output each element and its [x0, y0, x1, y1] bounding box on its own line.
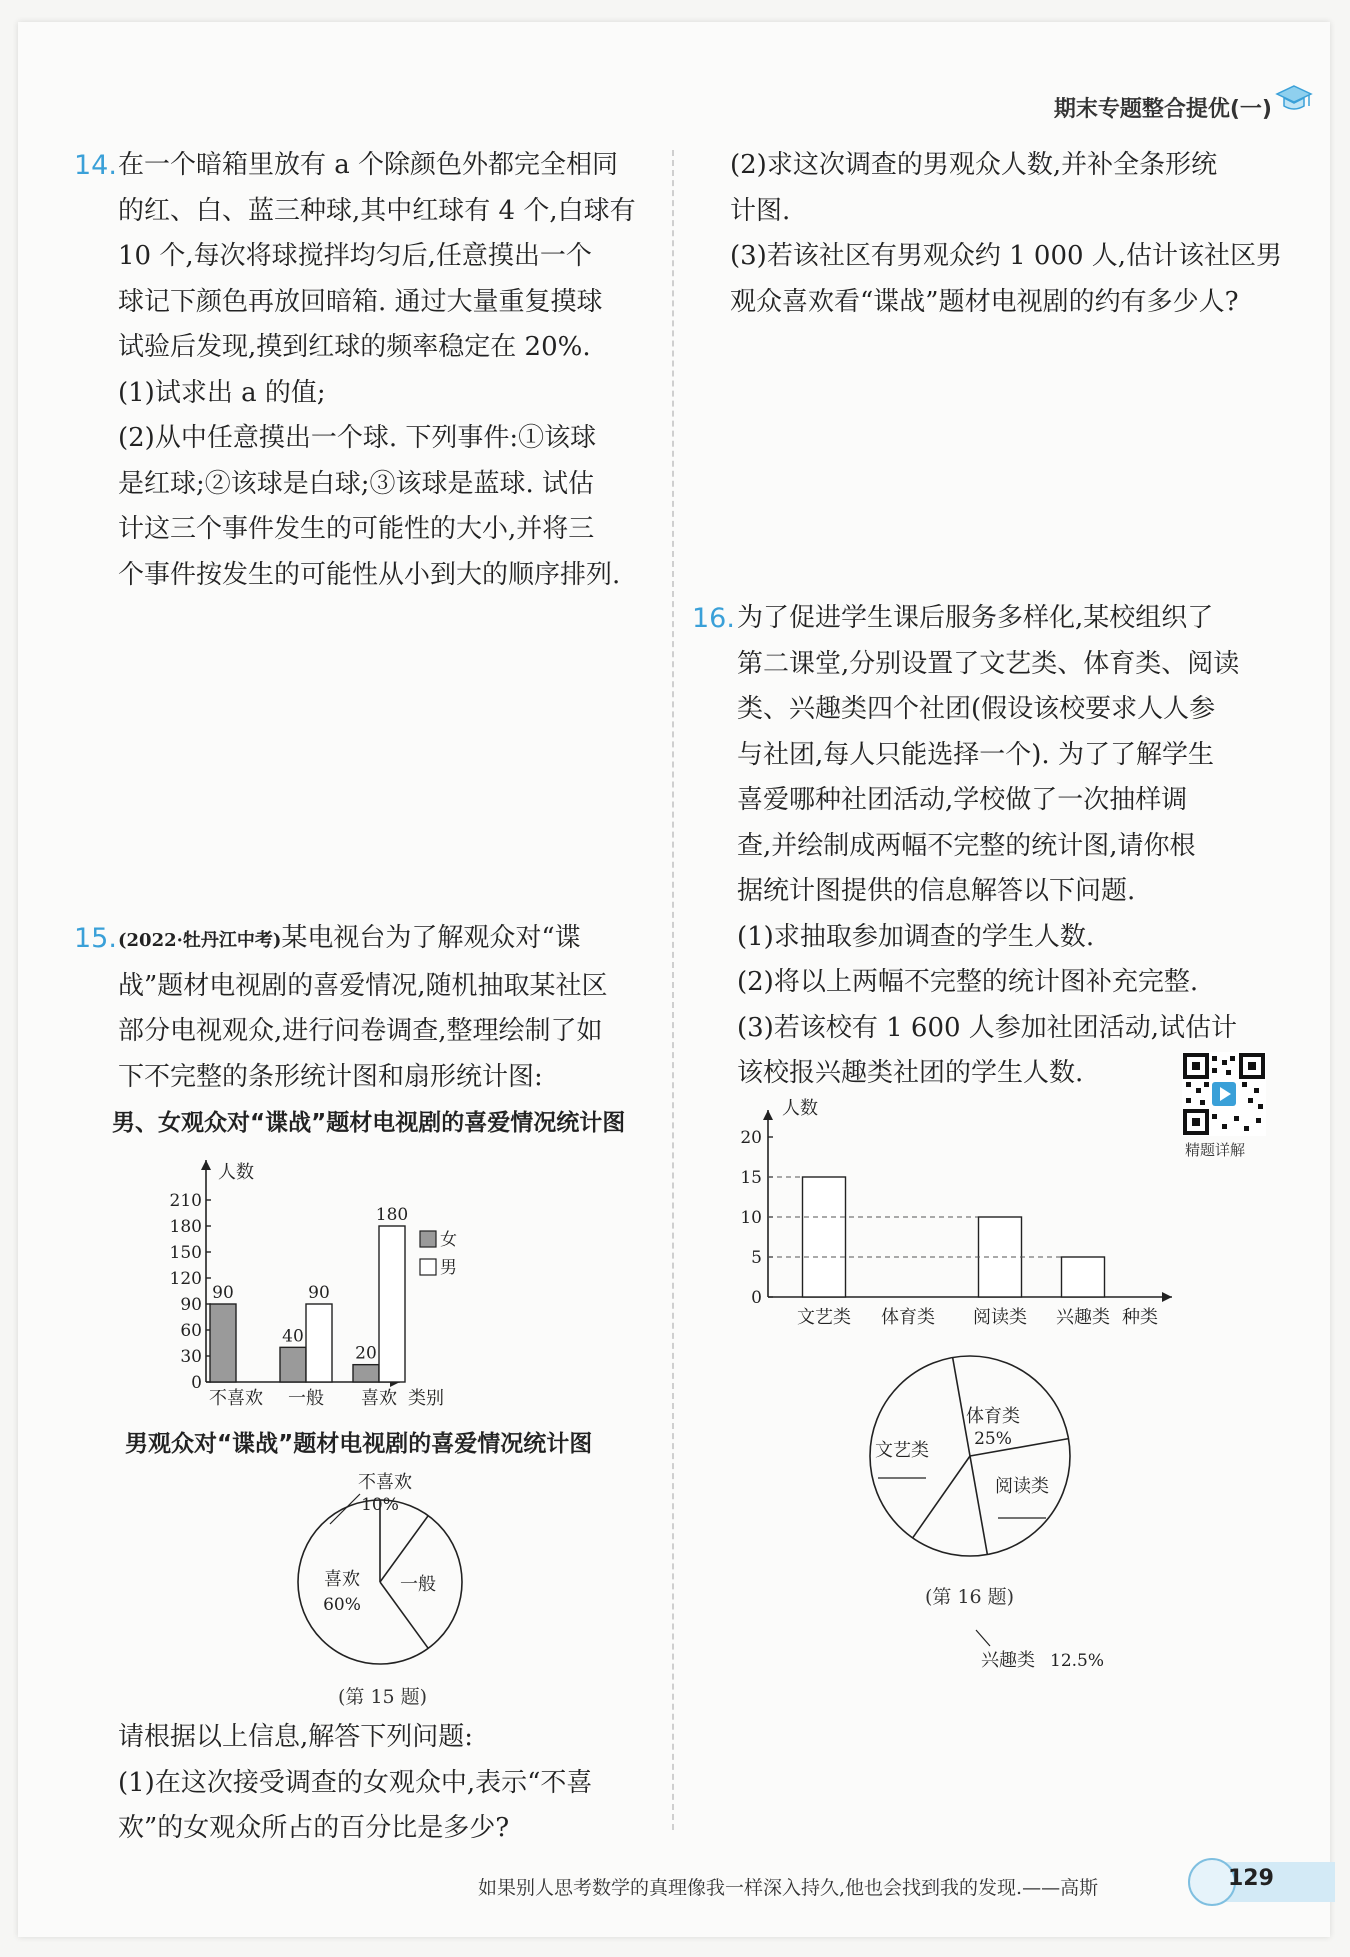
- x-axis-label: 类别: [408, 1388, 444, 1409]
- pie-slice-boundary: [913, 1456, 970, 1538]
- data-label: 180: [375, 1205, 409, 1225]
- x-tick-label: 体育类: [881, 1307, 935, 1328]
- text-line: (1)在这次接受调查的女观众中,表示“不喜: [118, 1767, 593, 1798]
- data-label: 40: [282, 1326, 304, 1347]
- text-line: (3)若该社区有男观众约 1 000 人,估计该社区男: [730, 241, 1283, 271]
- text-line: 据统计图提供的信息解答以下问题.: [737, 876, 1136, 906]
- column-divider: [672, 150, 674, 1830]
- text-line: 在一个暗箱里放有 a 个除颜色外都完全相同: [118, 150, 619, 180]
- y-tick-label: 150: [169, 1243, 202, 1263]
- y-tick-label: 10: [740, 1208, 762, 1228]
- bar: [1062, 1257, 1105, 1297]
- bar-female: [210, 1304, 236, 1382]
- text-line: (3)若该校有 1 600 人参加社团活动,试估计: [737, 1012, 1238, 1043]
- legend-swatch: [420, 1259, 436, 1275]
- question-14-text: [118, 143, 663, 598]
- text-line: (2)将以上两幅不完整的统计图补充完整.: [737, 967, 1199, 997]
- pie-leader-line: [330, 1494, 360, 1524]
- text-line: 部分电视观众,进行问卷调查,整理绘制了如: [118, 1016, 603, 1046]
- page-number: 129: [1228, 1866, 1274, 1891]
- bar-chart-15: [169, 1150, 560, 1415]
- text-line: 10 个,每次将球搅拌均匀后,任意摸出一个: [118, 241, 592, 271]
- y-tick-label: 30: [180, 1347, 202, 1367]
- pie-chart-title: 男观众对“谍战”题材电视剧的喜爱情况统计图: [125, 1431, 593, 1457]
- qr-code-icon[interactable]: [1182, 1052, 1266, 1136]
- text-line: (2)从中任意摸出一个球. 下列事件:①该球: [118, 423, 597, 453]
- pie-slice-label: 一般: [400, 1574, 436, 1595]
- data-label: 90: [308, 1283, 330, 1303]
- y-tick-label: 5: [751, 1248, 762, 1268]
- pie-slice-label: 文艺类: [875, 1440, 929, 1461]
- question-16-number: 16.: [692, 603, 735, 634]
- text-line: 球记下颜色再放回暗箱. 通过大量重复摸球: [118, 286, 603, 317]
- question-15-continued: [730, 143, 1290, 325]
- pie-slice-value: 60%: [323, 1595, 361, 1615]
- bar: [803, 1177, 846, 1297]
- pie-slice-label: 阅读类: [995, 1476, 1049, 1497]
- pie-slice-boundary: [380, 1516, 428, 1582]
- bar-female: [280, 1347, 306, 1382]
- x-tick-label: 文艺类: [797, 1307, 851, 1328]
- pie-slice-value: 10%: [361, 1495, 399, 1515]
- bar-male: [379, 1226, 405, 1382]
- y-tick-label: 15: [740, 1168, 762, 1188]
- x-tick-label: 喜欢: [361, 1388, 397, 1409]
- text-line: 该校报兴趣类社团的学生人数.: [737, 1058, 1084, 1088]
- y-tick-label: 0: [191, 1373, 202, 1393]
- text-line: 观众喜欢看“谍战”题材电视剧的约有多少人?: [730, 286, 1239, 317]
- y-axis-label: 人数: [218, 1162, 254, 1183]
- y-tick-label: 20: [740, 1128, 762, 1148]
- x-axis-head: [1162, 1292, 1172, 1302]
- text-line: 请根据以上信息,解答下列问题:: [118, 1722, 474, 1752]
- text-line: (1)试求出 a 的值;: [118, 377, 326, 408]
- bar-chart-title: 男、女观众对“谍战”题材电视剧的喜爱情况统计图: [112, 1110, 626, 1136]
- question-15-number: 15.: [74, 923, 117, 954]
- pie-slice-label: 不喜欢: [358, 1472, 412, 1493]
- text-line: 喜爱哪种社团活动,学校做了一次抽样调: [737, 785, 1188, 815]
- text-line: (1)求抽取参加调查的学生人数.: [737, 921, 1095, 952]
- y-tick-label: 90: [180, 1295, 202, 1315]
- text-line: 某电视台为了解观众对“谍: [281, 923, 581, 953]
- text-line: 是红球;②该球是白球;③该球是蓝球. 试估: [118, 468, 595, 499]
- y-tick-label: 0: [751, 1288, 762, 1308]
- pie-slice-label: 兴趣类: [981, 1650, 1035, 1671]
- bar-female: [353, 1365, 379, 1382]
- pie-slice-boundary: [970, 1456, 987, 1554]
- footer-quote: 如果别人思考数学的真理像我一样深入持久,他也会找到我的发现.——高斯: [478, 1877, 1099, 1899]
- text-line: 试验后发现,摸到红球的频率稳定在 20%.: [118, 332, 591, 362]
- text-line: 为了促进学生课后服务多样化,某校组织了: [737, 603, 1214, 633]
- question-source: (2022·牡丹江中考): [118, 930, 282, 951]
- bar-male: [306, 1304, 332, 1382]
- text-line: 类、兴趣类四个社团(假设该校要求人人参: [737, 694, 1216, 724]
- figure-caption-15: (第 15 题): [338, 1686, 428, 1708]
- question-15-text: [118, 916, 663, 1100]
- pie-slice-label: 喜欢: [324, 1569, 360, 1590]
- text-line: 的红、白、蓝三种球,其中红球有 4 个,白球有: [118, 195, 636, 226]
- pie-slice-label: 体育类: [966, 1406, 1020, 1427]
- pie-chart-15: [270, 1460, 500, 1680]
- pie-slice-value: 12.5%: [1050, 1651, 1105, 1671]
- y-tick-label: 60: [180, 1321, 202, 1341]
- x-tick-label: 阅读类: [973, 1307, 1027, 1328]
- text-line: 欢”的女观众所占的百分比是多少?: [118, 1813, 510, 1843]
- y-tick-label: 120: [169, 1269, 202, 1289]
- data-label: 20: [355, 1343, 377, 1364]
- y-axis-head: [763, 1110, 773, 1120]
- data-label: 90: [212, 1283, 234, 1303]
- qr-code-label: 精题详解: [1185, 1141, 1246, 1159]
- question-14-number: 14.: [74, 150, 117, 181]
- y-axis-head: [201, 1160, 211, 1170]
- text-line: 战”题材电视剧的喜爱情况,随机抽取某社区: [118, 970, 608, 1001]
- x-axis-label: 种类: [1122, 1307, 1158, 1328]
- text-line: 计这三个事件发生的可能性的大小,并将三: [118, 514, 595, 544]
- legend-swatch: [420, 1231, 436, 1247]
- legend-label: 女: [440, 1230, 457, 1250]
- text-line: (2)求这次调查的男观众人数,并补全条形统: [730, 150, 1218, 180]
- graduation-cap-icon: [1276, 84, 1312, 114]
- x-tick-label: 不喜欢: [209, 1388, 263, 1409]
- pie-slice-value: 25%: [974, 1429, 1012, 1449]
- legend-label: 男: [440, 1258, 457, 1278]
- x-tick-label: 一般: [288, 1388, 324, 1409]
- pie-leader-line: [976, 1630, 990, 1646]
- text-line: 下不完整的条形统计图和扇形统计图:: [118, 1061, 543, 1092]
- y-tick-label: 210: [169, 1191, 202, 1211]
- text-line: 与社团,每人只能选择一个). 为了了解学生: [737, 739, 1214, 770]
- question-16-text: [737, 596, 1297, 1097]
- page-header-title: 期末专题整合提优(一): [1053, 97, 1272, 122]
- bar-chart-16: [720, 1092, 1190, 1342]
- text-line: 计图.: [730, 195, 791, 226]
- y-axis-label: 人数: [782, 1098, 818, 1119]
- x-tick-label: 兴趣类: [1056, 1307, 1110, 1328]
- pie-chart-16: [850, 1338, 1105, 1678]
- figure-caption-16: (第 16 题): [925, 1586, 1015, 1608]
- y-tick-label: 180: [169, 1217, 202, 1237]
- text-line: 第二课堂,分别设置了文艺类、体育类、阅读: [737, 648, 1240, 679]
- text-line: 查,并绘制成两幅不完整的统计图,请你根: [737, 830, 1196, 861]
- text-line: 个事件按发生的可能性从小到大的顺序排列.: [118, 559, 621, 590]
- question-15-subquestions: [118, 1715, 663, 1852]
